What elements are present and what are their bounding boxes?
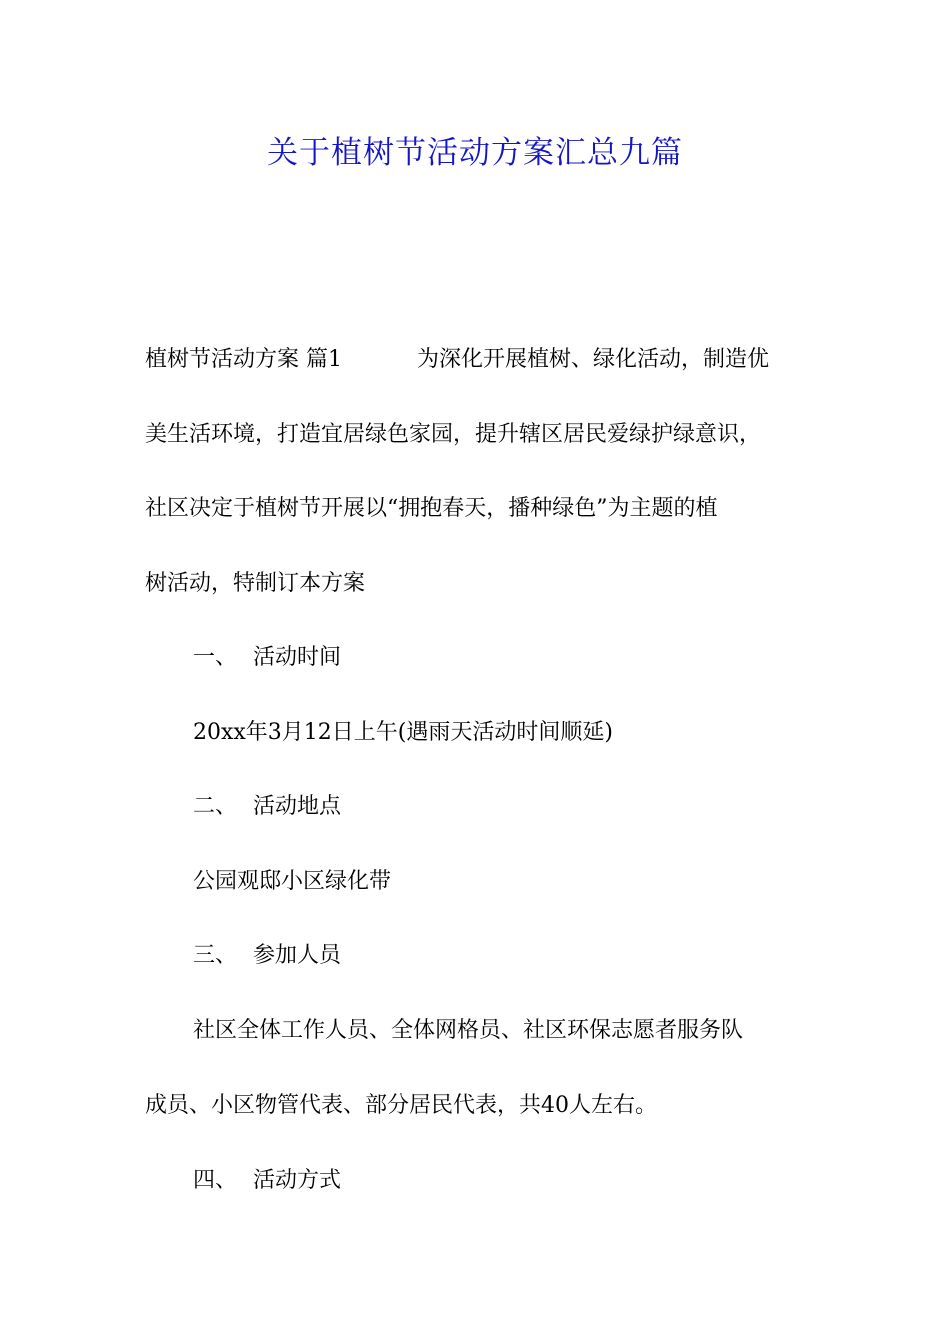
section-number: 四、 <box>193 1168 238 1193</box>
intro-text-1: 为深化开展植树、绿化活动，制造优 <box>417 347 770 372</box>
section-title: 活动方式 <box>253 1168 342 1193</box>
section-number: 三、 <box>193 943 238 968</box>
participants-line-2: 成员、小区物管代表、部分居民代表，共40人左右。 <box>145 1093 657 1118</box>
document-title: 关于植树节活动方案汇总九篇 <box>267 135 683 171</box>
section-title: 参加人员 <box>253 943 342 968</box>
intro-line-3: 社区决定于植树节开展以“拥抱春天，播种绿色”为主题的植 <box>145 496 718 521</box>
section-heading-method <box>193 1161 341 1201</box>
section-heading-time <box>193 638 341 678</box>
section-number: 一、 <box>193 645 238 670</box>
time-text: 20xx年3月12日上午(遇雨天活动时间顺延) <box>193 720 613 745</box>
intro-line-1 <box>145 340 769 380</box>
section-title: 活动地点 <box>253 794 342 819</box>
intro-line-2: 美生活环境，打造宜居绿色家园，提升辖区居民爱绿护绿意识， <box>145 422 762 447</box>
section-number: 二、 <box>193 794 238 819</box>
participants-line-1: 社区全体工作人员、全体网格员、社区环保志愿者服务队 <box>193 1018 744 1043</box>
section-title: 活动时间 <box>253 645 342 670</box>
section-heading-place <box>193 787 341 827</box>
intro-heading: 植树节活动方案 篇1 <box>145 347 342 372</box>
intro-line-4: 树活动，特制订本方案 <box>145 571 366 596</box>
place-text: 公园观邸小区绿化带 <box>193 869 392 894</box>
section-heading-participants <box>193 936 341 976</box>
